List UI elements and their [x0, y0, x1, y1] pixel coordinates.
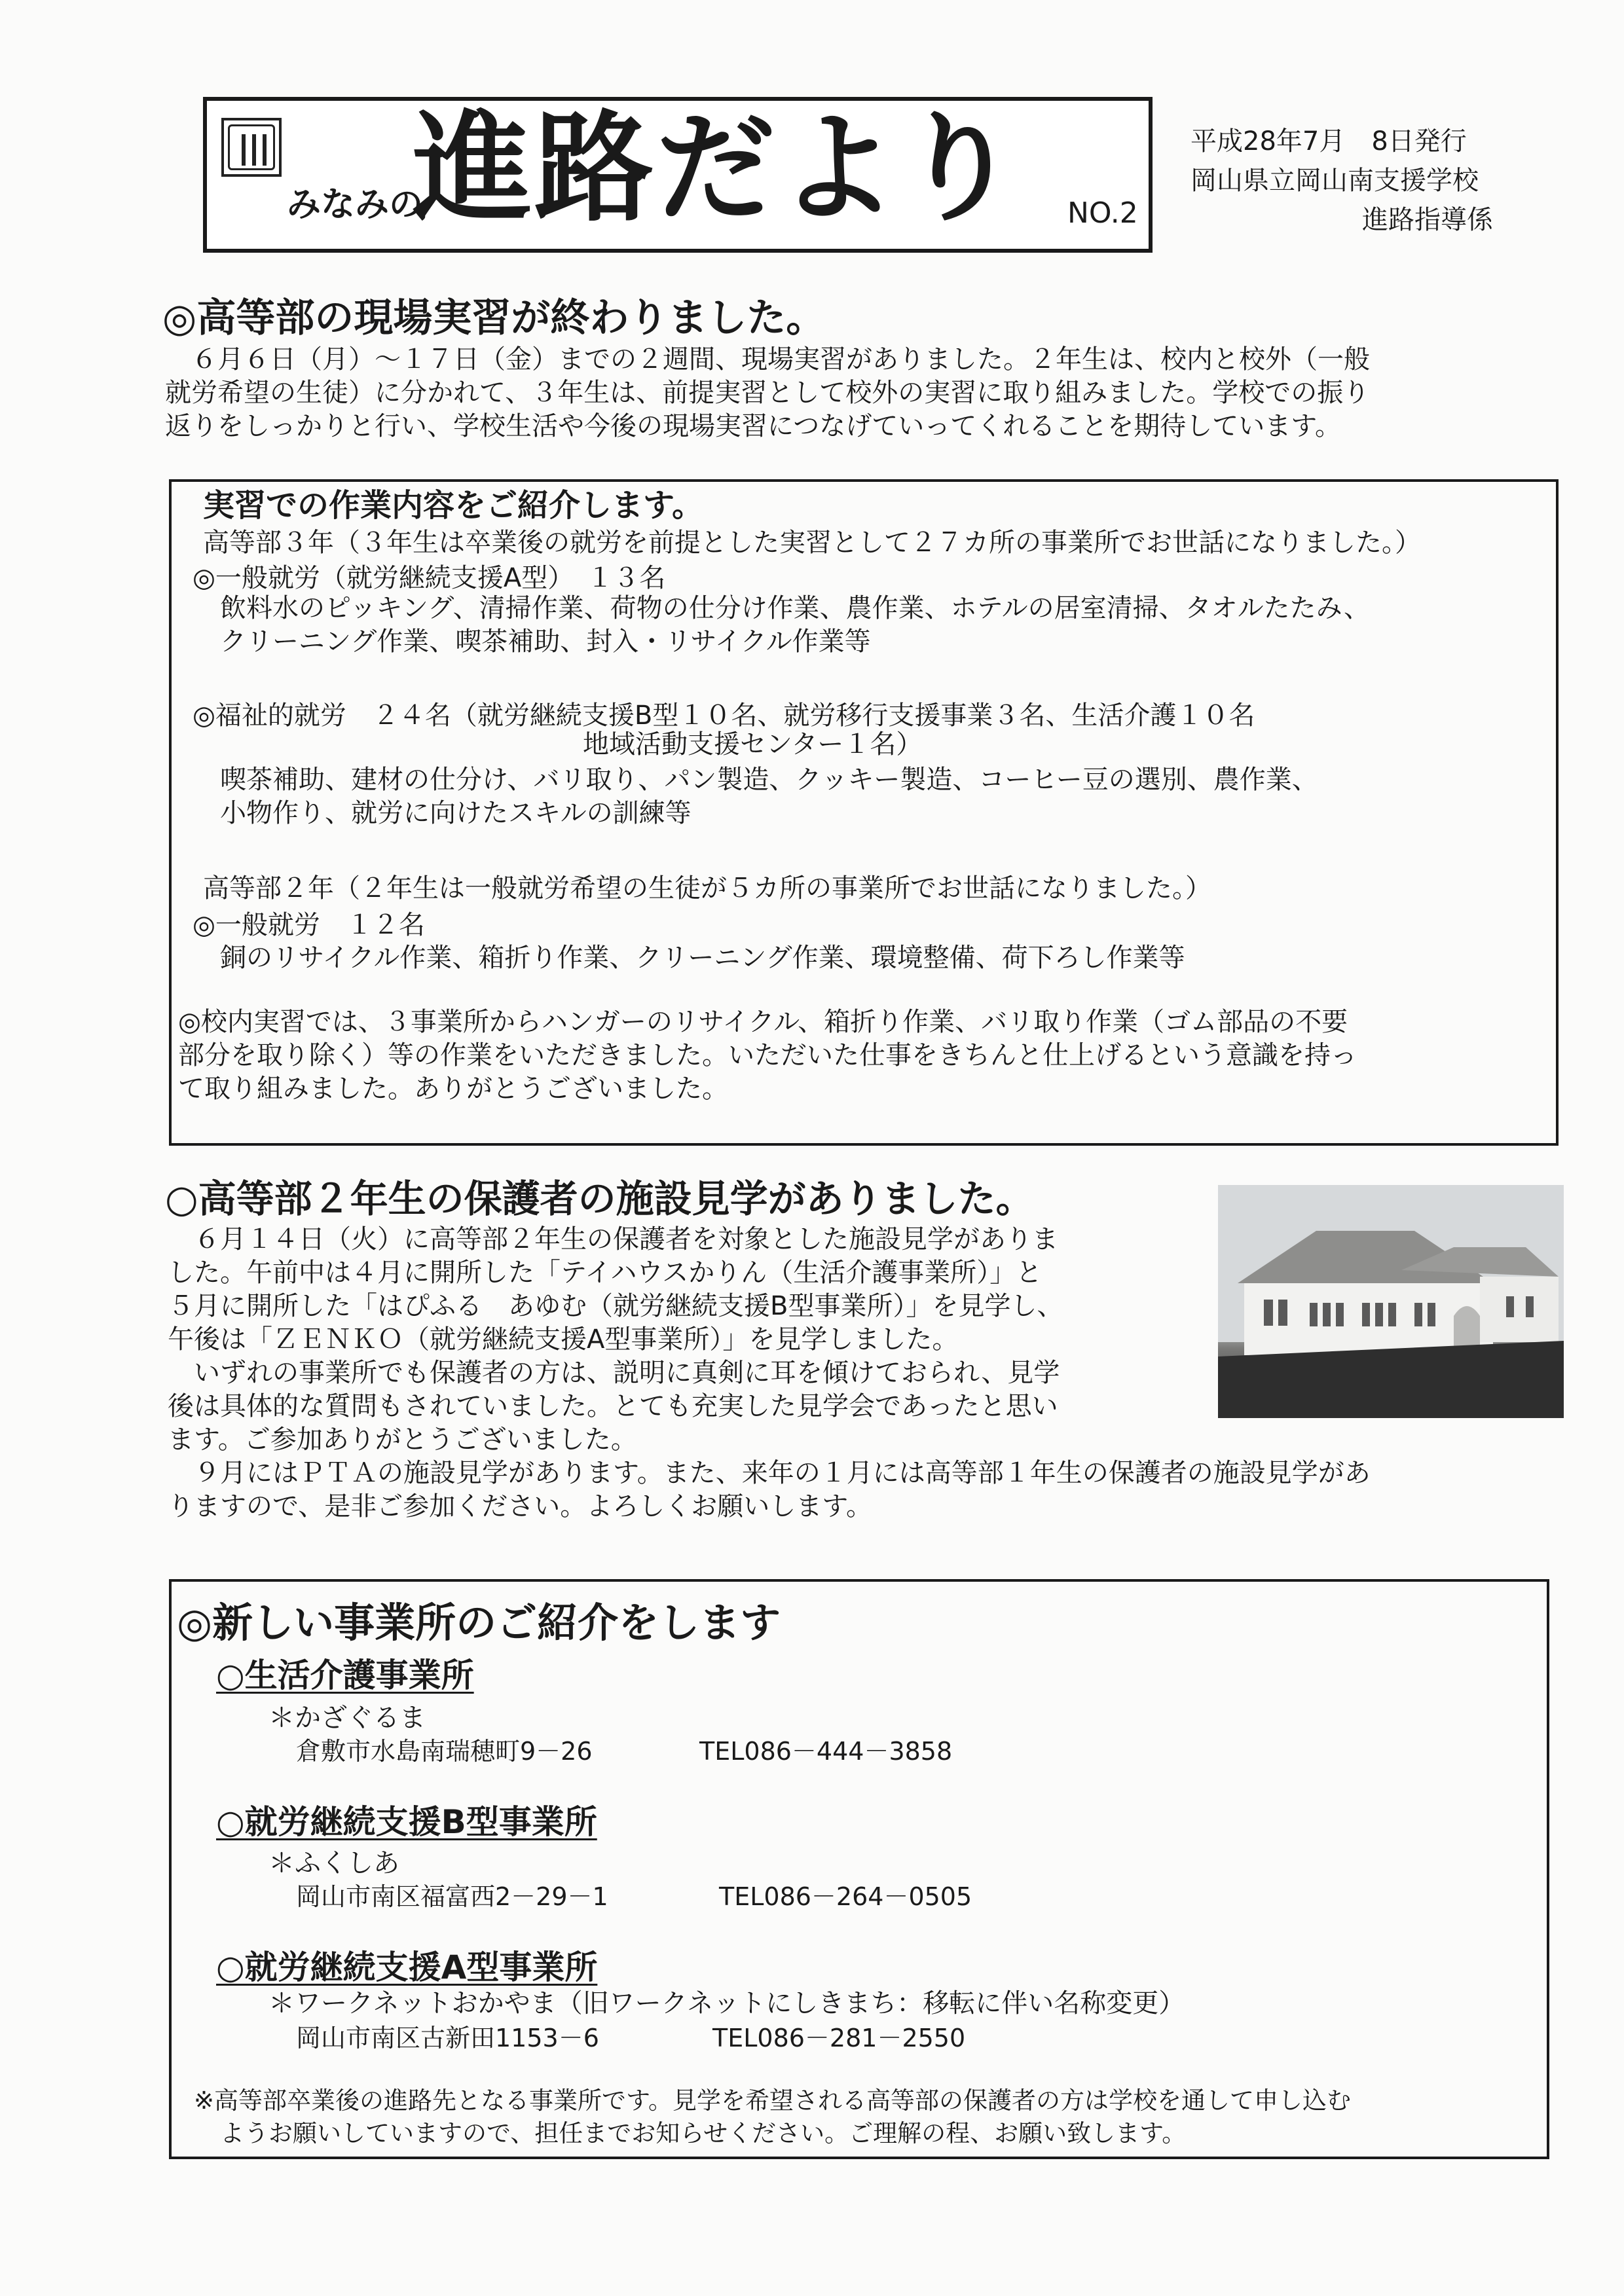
text-line: 午後は「ＺＥＮＫＯ（就労継続支援A型事業所）」を見学しました。: [168, 1324, 959, 1355]
welfare-employment: ◎福祉的就労 ２４名（就労継続支援B型１０名、就労移行支援事業３名、生活介護１０名: [193, 701, 1255, 731]
department-name: 進路指導係: [1362, 205, 1493, 235]
text-line: りますので、是非ご参加ください。よろしくお願いします。: [168, 1491, 872, 1522]
school-name: 岡山県立岡山南支援学校: [1190, 166, 1479, 196]
text-line: 後は具体的な質問もされていました。とても充実した見学会であったと思い: [168, 1391, 1058, 1421]
section2-heading: ○高等部２年生の保護者の施設見学がありました。: [165, 1176, 1034, 1221]
section2-body: [168, 1223, 1371, 1523]
facility-tel: TEL086－281－2550: [712, 2024, 966, 2052]
facility-tel: TEL086－264－0505: [719, 1882, 972, 1911]
new-facilities-title: ◎新しい事業所のご紹介をします: [177, 1599, 781, 1647]
school-emblem-icon: [221, 118, 282, 177]
masthead-prefix: みなみの: [287, 185, 424, 225]
masthead-title: 進路だより: [413, 99, 1022, 238]
text-line: ◎校内実習では、３事業所からハンガーのリサイクル、箱折り作業、バリ取り作業（ゴム部品の不要: [178, 1007, 1348, 1037]
text-line: て取り組みました。ありがとうございました。: [178, 1074, 728, 1104]
text-line: クリーニング作業、喫茶補助、封入・リサイクル作業等: [220, 627, 871, 657]
grade2-desc: 銅のリサイクル作業、箱折り作業、クリーニング作業、環境整備、荷下ろし作業等: [220, 943, 1185, 973]
facility-address: 倉敷市水島南瑞穂町9－26: [296, 1737, 593, 1766]
grade2-general-employment: ◎一般就労 １２名: [193, 910, 425, 940]
section1-heading: ◎高等部の現場実習が終わりました。: [162, 295, 826, 341]
facility-name: ＊かざぐるま: [268, 1703, 426, 1733]
facility-name: ＊ワークネットおかやま（旧ワークネットにしきまち：移転に伴い名称変更）: [268, 1988, 1185, 2018]
facility-category: ○生活介護事業所: [216, 1656, 474, 1694]
text-line: ※高等部卒業後の進路先となる事業所です。見学を希望される高等部の保護者の方は学校を通して申し込む: [194, 2086, 1352, 2115]
issue-number: NO.2: [1067, 196, 1138, 230]
general-employment: ◎一般就労（就労継続支援A型） １３名: [193, 563, 666, 593]
work-content-title: 実習での作業内容をご紹介します。: [203, 487, 704, 524]
grade2-heading: 高等部２年（２年生は一般就労希望の生徒が５カ所の事業所でお世話になりました。）: [203, 873, 1211, 903]
text-line: 就労希望の生徒）に分かれて、３年生は、前提実習として校外の実習に取り組みました。学校での振り: [165, 378, 1370, 408]
facility-category: ○就労継続支援A型事業所: [216, 1948, 598, 1986]
text-line: ６月１４日（火）に高等部２年生の保護者を対象とした施設見学がありま: [168, 1224, 1058, 1254]
text-line: 部分を取り除く）等の作業をいただきました。いただいた仕事をきちんと仕上げるという意識を持っ: [178, 1040, 1357, 1070]
text-line: ９月にはＰＴＡの施設見学があります。また、来年の１月には高等部１年生の保護者の施設見学があ: [168, 1458, 1371, 1488]
building-illustration: [1218, 1185, 1564, 1418]
facility-name: ＊ふくしあ: [268, 1848, 399, 1878]
text-line: ます。ご参加ありがとうございました。: [168, 1425, 637, 1455]
text-line: いずれの事業所でも保護者の方は、説明に真剣に耳を傾けておられ、見学: [168, 1358, 1060, 1388]
issue-date: 平成28年7月 8日発行: [1190, 126, 1467, 156]
text-line: 返りをしっかりと行い、学校生活や今後の現場実習につなげていってくれることを期待しています。: [165, 411, 1341, 441]
text-line: ５月に開所した「はぴふる あゆむ（就労継続支援B型事業所）」を見学し、: [168, 1291, 1063, 1321]
facility-tel: TEL086－444－3858: [699, 1737, 953, 1766]
text-line: した。午前中は４月に開所した「テイハウスかりん（生活介護事業所）」と: [168, 1258, 1043, 1288]
text-line: 飲料水のピッキング、清掃作業、荷物の仕分け作業、農作業、ホテルの居室清掃、タオルたたみ、: [220, 593, 1370, 623]
text-line: ６月６日（月）～１７日（金）までの２週間、現場実習がありました。２年生は、校内と校外（一般: [165, 344, 1370, 374]
grade3-heading: 高等部３年（３年生は卒業後の就労を前提とした実習として２７カ所の事業所でお世話になりました。）: [203, 528, 1421, 558]
facility-photo: [1218, 1185, 1564, 1418]
text-line: 喫茶補助、建材の仕分け、バリ取り、パン製造、クッキー製造、コーヒー豆の選別、農作業、: [220, 765, 1318, 795]
text-line: 小物作り、就労に向けたスキルの訓練等: [220, 798, 692, 828]
facility-category: ○就労継続支援B型事業所: [216, 1803, 597, 1841]
welfare-employment-cont: 地域活動支援センター１名）: [583, 729, 923, 759]
oncampus-practice: [178, 1006, 1357, 1106]
facility-address: 岡山市南区福富西2－29－1: [296, 1882, 608, 1911]
section1-body: [165, 343, 1370, 443]
general-employment-desc: [220, 592, 1370, 659]
facilities-note: [194, 2085, 1351, 2150]
text-line: ようお願いしていますので、担任までお知らせください。ご理解の程、お願い致します。: [220, 2119, 1187, 2147]
facility-address: 岡山市南区古新田1153－6: [296, 2024, 599, 2052]
welfare-employment-desc: [220, 763, 1318, 830]
